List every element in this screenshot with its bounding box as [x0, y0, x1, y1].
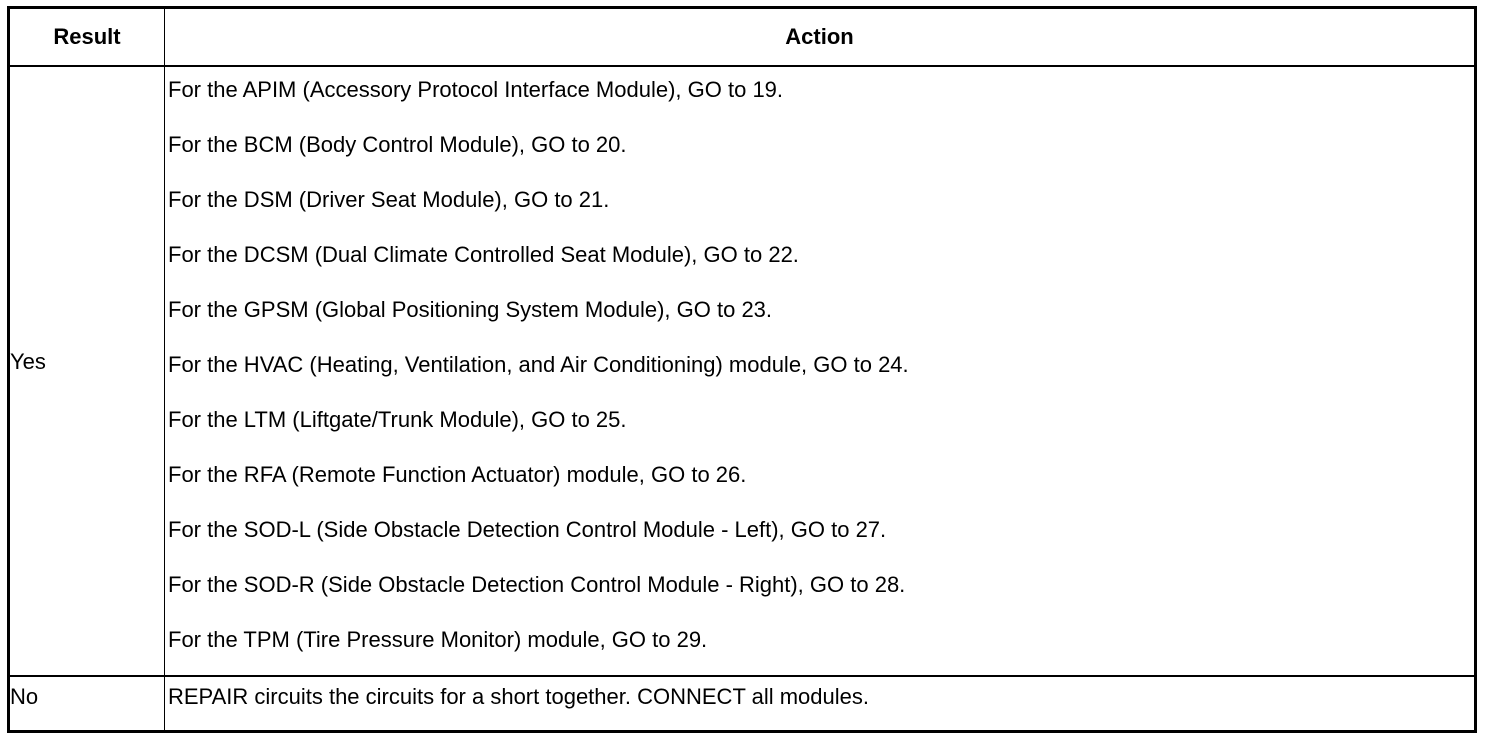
header-result: Result — [53, 24, 121, 49]
header-divider — [10, 65, 1474, 67]
action-item-dcsm: For the DCSM (Dual Climate Controlled Seat Module), GO to 22. — [168, 242, 799, 267]
yes-action-list — [168, 75, 909, 680]
action-item-tpm: For the TPM (Tire Pressure Monitor) module, GO to 29. — [168, 627, 708, 652]
result-no: No — [10, 684, 39, 709]
action-item-ltm: For the LTM (Liftgate/Trunk Module), GO to 25. — [168, 407, 627, 432]
header-action: Action — [785, 24, 854, 49]
result-yes: Yes — [10, 349, 46, 374]
no-action-text: REPAIR circuits the circuits for a short together. CONNECT all modules. — [168, 684, 869, 709]
action-item-gpsm: For the GPSM (Global Positioning System Module), GO to 23. — [168, 297, 773, 322]
action-item-dsm: For the DSM (Driver Seat Module), GO to 21. — [168, 187, 610, 212]
action-item-rfa: For the RFA (Remote Function Actuator) module, GO to 26. — [168, 462, 747, 487]
action-item-apim: For the APIM (Accessory Protocol Interface Module), GO to 19. — [168, 77, 784, 102]
column-divider — [164, 9, 165, 730]
action-item-bcm: For the BCM (Body Control Module), GO to 20. — [168, 132, 627, 157]
action-item-sod-l: For the SOD-L (Side Obstacle Detection Control Module - Left), GO to 27. — [168, 517, 887, 542]
action-item-sod-r: For the SOD-R (Side Obstacle Detection Control Module - Right), GO to 28. — [168, 572, 906, 597]
action-item-hvac: For the HVAC (Heating, Ventilation, and Air Conditioning) module, GO to 24. — [168, 352, 909, 377]
